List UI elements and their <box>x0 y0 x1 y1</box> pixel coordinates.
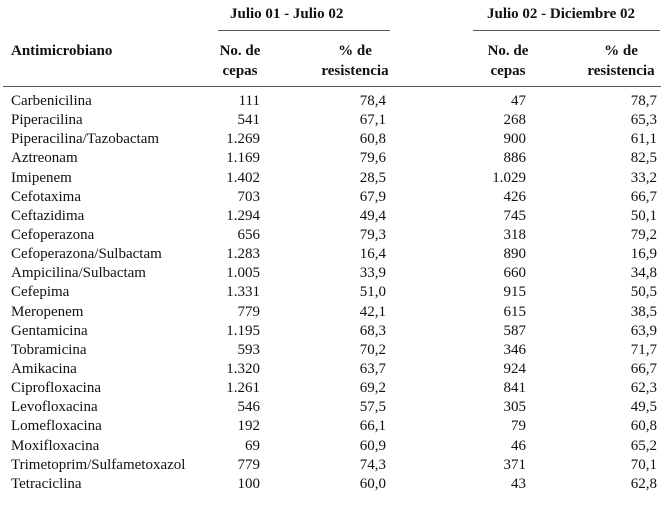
resistencia-julio02-diciembre02: 34,8 <box>630 265 657 282</box>
cepas-julio02-diciembre02: 305 <box>503 399 526 416</box>
cepas-julio01-julio02: 1.269 <box>226 131 260 148</box>
table-row <box>0 188 667 207</box>
antimicrobial-name: Ampicilina/Sulbactam <box>11 265 146 282</box>
resistencia-julio02-diciembre02: 62,3 <box>630 380 657 397</box>
cepas-julio01-julio02: 1.331 <box>226 284 260 301</box>
antimicrobial-name: Gentamicina <box>11 322 88 339</box>
resistencia-julio01-julio02: 16,4 <box>359 246 386 263</box>
cepas-julio02-diciembre02: 1.029 <box>492 169 526 186</box>
resistencia-julio02-diciembre02: 79,2 <box>630 226 657 243</box>
table-row <box>0 130 667 149</box>
antimicrobial-name: Moxifloxacina <box>11 437 100 454</box>
group1-underline <box>218 30 390 31</box>
resistencia-julio01-julio02: 66,1 <box>359 418 386 435</box>
column-header-line: % de <box>604 43 638 59</box>
cepas-julio01-julio02: 541 <box>237 112 260 129</box>
column-header-resistencia-1 <box>300 41 410 81</box>
cepas-julio01-julio02: 1.261 <box>226 380 260 397</box>
antimicrobial-name: Tobramicina <box>11 341 87 358</box>
cepas-julio01-julio02: 656 <box>237 226 260 243</box>
table-row <box>0 169 667 188</box>
cepas-julio02-diciembre02: 615 <box>503 303 526 320</box>
cepas-julio01-julio02: 1.320 <box>226 360 260 377</box>
resistencia-julio01-julio02: 79,3 <box>359 226 386 243</box>
resistencia-julio01-julio02: 63,7 <box>359 360 386 377</box>
table-row <box>0 437 667 456</box>
resistencia-julio01-julio02: 60,8 <box>359 131 386 148</box>
cepas-julio02-diciembre02: 915 <box>503 284 526 301</box>
antimicrobial-name: Aztreonam <box>11 150 78 167</box>
resistencia-julio02-diciembre02: 16,9 <box>630 246 657 263</box>
group2-underline <box>473 30 660 31</box>
table-row <box>0 398 667 417</box>
cepas-julio01-julio02: 100 <box>237 475 260 492</box>
cepas-julio02-diciembre02: 890 <box>503 246 526 263</box>
cepas-julio02-diciembre02: 924 <box>503 360 526 377</box>
resistencia-julio01-julio02: 79,6 <box>359 150 386 167</box>
cepas-julio02-diciembre02: 900 <box>503 131 526 148</box>
resistencia-julio02-diciembre02: 78,7 <box>630 93 657 109</box>
table-row <box>0 283 667 302</box>
cepas-julio01-julio02: 192 <box>237 418 260 435</box>
cepas-julio01-julio02: 703 <box>237 188 260 205</box>
antimicrobial-name: Piperacilina <box>11 112 83 129</box>
group-header-julio01-julio02: Julio 01 - Julio 02 <box>230 6 344 22</box>
resistencia-julio01-julio02: 51,0 <box>359 284 386 301</box>
column-header-line: resistencia <box>321 63 389 79</box>
resistencia-julio01-julio02: 60,0 <box>359 475 386 492</box>
resistencia-julio02-diciembre02: 70,1 <box>630 456 657 473</box>
column-header-line: No. de <box>487 43 529 59</box>
table-row <box>0 207 667 226</box>
table-row <box>0 475 667 494</box>
table-row <box>0 456 667 475</box>
cepas-julio01-julio02: 1.283 <box>226 246 260 263</box>
column-header-line: resistencia <box>587 63 655 79</box>
cepas-julio02-diciembre02: 587 <box>503 322 526 339</box>
resistencia-julio02-diciembre02: 66,7 <box>630 188 657 205</box>
resistencia-julio02-diciembre02: 50,1 <box>630 207 657 224</box>
antimicrobial-name: Cefotaxima <box>11 188 81 205</box>
table-body <box>0 92 667 494</box>
cepas-julio02-diciembre02: 371 <box>503 456 526 473</box>
antimicrobial-name: Cefoperazona <box>11 226 95 243</box>
table-row <box>0 92 667 111</box>
cepas-julio02-diciembre02: 660 <box>503 265 526 282</box>
column-header-resistencia-2 <box>566 41 667 81</box>
antimicrobial-name: Amikacina <box>11 360 77 377</box>
column-header-line: No. de <box>219 43 261 59</box>
antimicrobial-name: Trimetoprim/Sulfametoxazol <box>11 456 186 473</box>
resistencia-julio01-julio02: 49,4 <box>359 207 386 224</box>
resistencia-julio01-julio02: 57,5 <box>359 399 386 416</box>
column-header-cepas-2 <box>466 41 550 81</box>
resistencia-julio01-julio02: 78,4 <box>359 93 386 109</box>
column-header-antimicrobiano: Antimicrobiano <box>11 43 113 59</box>
cepas-julio02-diciembre02: 745 <box>503 207 526 224</box>
resistencia-julio02-diciembre02: 38,5 <box>630 303 657 320</box>
resistencia-julio01-julio02: 67,9 <box>359 188 386 205</box>
antimicrobial-name: Ciprofloxacina <box>11 380 101 397</box>
table-row <box>0 322 667 341</box>
table-row <box>0 245 667 264</box>
resistencia-julio01-julio02: 70,2 <box>359 341 386 358</box>
cepas-julio01-julio02: 1.169 <box>226 150 260 167</box>
table-row <box>0 417 667 436</box>
resistencia-julio02-diciembre02: 65,3 <box>630 112 657 129</box>
table-row <box>0 111 667 130</box>
resistencia-julio01-julio02: 74,3 <box>359 456 386 473</box>
column-header-line: % de <box>338 43 372 59</box>
cepas-julio02-diciembre02: 346 <box>503 341 526 358</box>
antimicrobial-name: Carbenicilina <box>11 93 92 109</box>
table-row <box>0 226 667 245</box>
table-row <box>0 303 667 322</box>
antimicrobial-name: Cefoperazona/Sulbactam <box>11 246 162 263</box>
table-row <box>0 264 667 283</box>
column-header-cepas-1 <box>200 41 280 81</box>
cepas-julio01-julio02: 69 <box>245 437 260 454</box>
group-header-julio02-diciembre02: Julio 02 - Diciembre 02 <box>487 6 636 22</box>
cepas-julio01-julio02: 779 <box>237 303 260 320</box>
column-header-line: cepas <box>222 63 258 79</box>
cepas-julio01-julio02: 546 <box>237 399 260 416</box>
cepas-julio02-diciembre02: 46 <box>511 437 526 454</box>
cepas-julio01-julio02: 779 <box>237 456 260 473</box>
resistencia-julio01-julio02: 69,2 <box>359 380 386 397</box>
antimicrobial-name: Meropenem <box>11 303 84 320</box>
table-row <box>0 379 667 398</box>
cepas-julio01-julio02: 1.402 <box>226 169 260 186</box>
resistencia-julio02-diciembre02: 50,5 <box>630 284 657 301</box>
cepas-julio02-diciembre02: 886 <box>503 150 526 167</box>
resistencia-julio01-julio02: 60,9 <box>359 437 386 454</box>
resistencia-julio02-diciembre02: 71,7 <box>630 341 657 358</box>
antimicrobial-name: Cefepima <box>11 284 70 301</box>
resistencia-julio01-julio02: 67,1 <box>359 112 386 129</box>
antimicrobial-name: Levofloxacina <box>11 399 98 416</box>
cepas-julio02-diciembre02: 426 <box>503 188 526 205</box>
resistencia-julio02-diciembre02: 49,5 <box>630 399 657 416</box>
antimicrobial-name: Imipenem <box>11 169 72 186</box>
cepas-julio01-julio02: 593 <box>237 341 260 358</box>
resistencia-julio02-diciembre02: 82,5 <box>630 150 657 167</box>
resistencia-julio02-diciembre02: 61,1 <box>630 131 657 148</box>
cepas-julio02-diciembre02: 268 <box>503 112 526 129</box>
resistencia-julio02-diciembre02: 66,7 <box>630 360 657 377</box>
cepas-julio01-julio02: 1.195 <box>226 322 260 339</box>
cepas-julio02-diciembre02: 79 <box>511 418 526 435</box>
cepas-julio02-diciembre02: 841 <box>503 380 526 397</box>
cepas-julio02-diciembre02: 43 <box>511 475 526 492</box>
resistencia-julio02-diciembre02: 62,8 <box>630 475 657 492</box>
header-bottom-rule <box>3 86 661 87</box>
cepas-julio01-julio02: 111 <box>238 93 260 109</box>
cepas-julio01-julio02: 1.294 <box>226 207 260 224</box>
resistencia-julio02-diciembre02: 65,2 <box>630 437 657 454</box>
cepas-julio01-julio02: 1.005 <box>226 265 260 282</box>
antimicrobial-name: Lomefloxacina <box>11 418 102 435</box>
table-row <box>0 149 667 168</box>
table-row <box>0 360 667 379</box>
resistencia-julio01-julio02: 28,5 <box>359 169 386 186</box>
cepas-julio02-diciembre02: 318 <box>503 226 526 243</box>
resistencia-julio01-julio02: 68,3 <box>359 322 386 339</box>
resistencia-julio01-julio02: 33,9 <box>359 265 386 282</box>
column-header-line: cepas <box>490 63 526 79</box>
resistencia-julio02-diciembre02: 33,2 <box>630 169 657 186</box>
resistencia-julio01-julio02: 42,1 <box>359 303 386 320</box>
cepas-julio02-diciembre02: 47 <box>511 93 526 109</box>
antimicrobial-name: Tetraciclina <box>11 475 82 492</box>
antimicrobial-name: Ceftazidima <box>11 207 85 224</box>
resistencia-julio02-diciembre02: 60,8 <box>630 418 657 435</box>
table-row <box>0 341 667 360</box>
resistencia-julio02-diciembre02: 63,9 <box>630 322 657 339</box>
antimicrobial-name: Piperacilina/Tazobactam <box>11 131 160 148</box>
